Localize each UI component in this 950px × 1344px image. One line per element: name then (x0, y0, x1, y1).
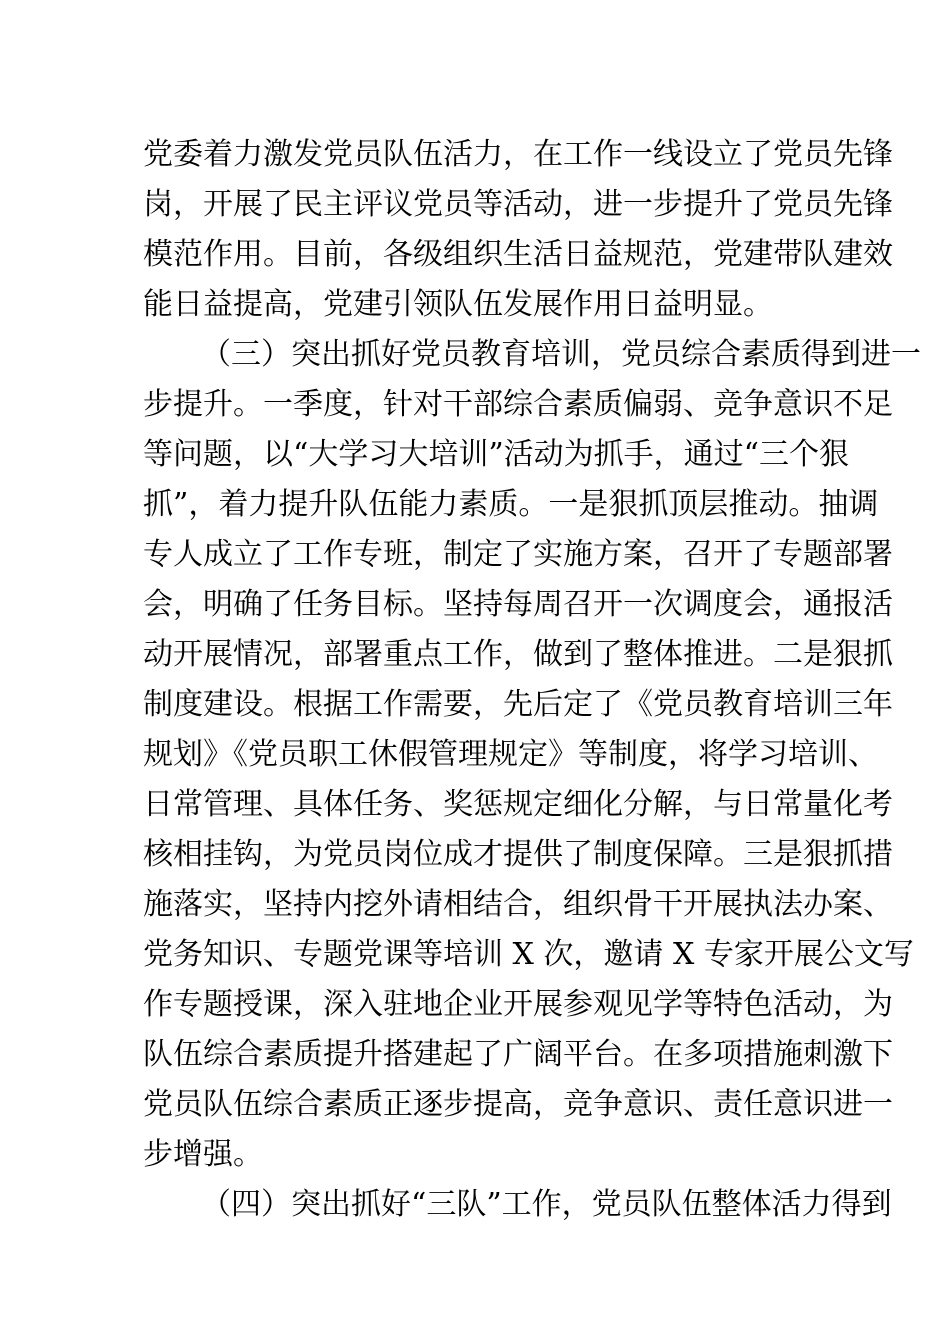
text-line: 日常管理、具体任务、奖惩规定细化分解，与日常量化考 (143, 787, 893, 822)
text-line: 党务知识、专题党课等培训 X 次，邀请 X 专家开展公文写 (143, 937, 914, 972)
body-text (143, 130, 921, 1230)
text-line: 施落实，坚持内挖外请相结合，组织骨干开展执法办案、 (143, 887, 893, 922)
text-line: 模范作用。目前，各级组织生活日益规范，党建带队建效 (143, 237, 893, 272)
text-line: 抓”，着力提升队伍能力素质。一是狠抓顶层推动。抽调 (143, 487, 879, 522)
text-line: 规划》《党员职工休假管理规定》等制度，将学习培训、 (143, 737, 878, 772)
text-line: 步增强。 (143, 1137, 263, 1172)
text-line: 会，明确了任务目标。坚持每周召开一次调度会，通报活 (143, 587, 893, 622)
text-line: 动开展情况，部署重点工作，做到了整体推进。二是狠抓 (143, 637, 893, 672)
text-line: 制度建设。根据工作需要，先后定了《党员教育培训三年 (143, 687, 893, 722)
text-line: 岗，开展了民主评议党员等活动，进一步提升了党员先锋 (143, 187, 893, 222)
text-line: 党委着力激发党员队伍活力，在工作一线设立了党员先锋 (143, 137, 893, 172)
text-line: 作专题授课，深入驻地企业开展参观见学等特色活动，为 (143, 987, 893, 1022)
text-line: 党员队伍综合素质正逐步提高，竞争意识、责任意识进一 (143, 1087, 893, 1122)
text-line: 步提升。一季度，针对干部综合素质偏弱、竞争意识不足 (143, 387, 893, 422)
text-line: 能日益提高，党建引领队伍发展作用日益明显。 (143, 287, 773, 322)
text-line: 专人成立了工作专班，制定了实施方案，召开了专题部署 (143, 537, 893, 572)
text-line: 队伍综合素质提升搭建起了广阔平台。在多项措施刺激下 (143, 1037, 893, 1072)
text-line: （三）突出抓好党员教育培训，党员综合素质得到进一 (201, 337, 921, 372)
text-line: 核相挂钩，为党员岗位成才提供了制度保障。三是狠抓措 (143, 837, 893, 872)
text-line: （四）突出抓好“三队”工作，党员队伍整体活力得到 (201, 1187, 892, 1222)
text-line: 等问题，以“大学习大培训”活动为抓手，通过“三个狠 (143, 437, 850, 472)
